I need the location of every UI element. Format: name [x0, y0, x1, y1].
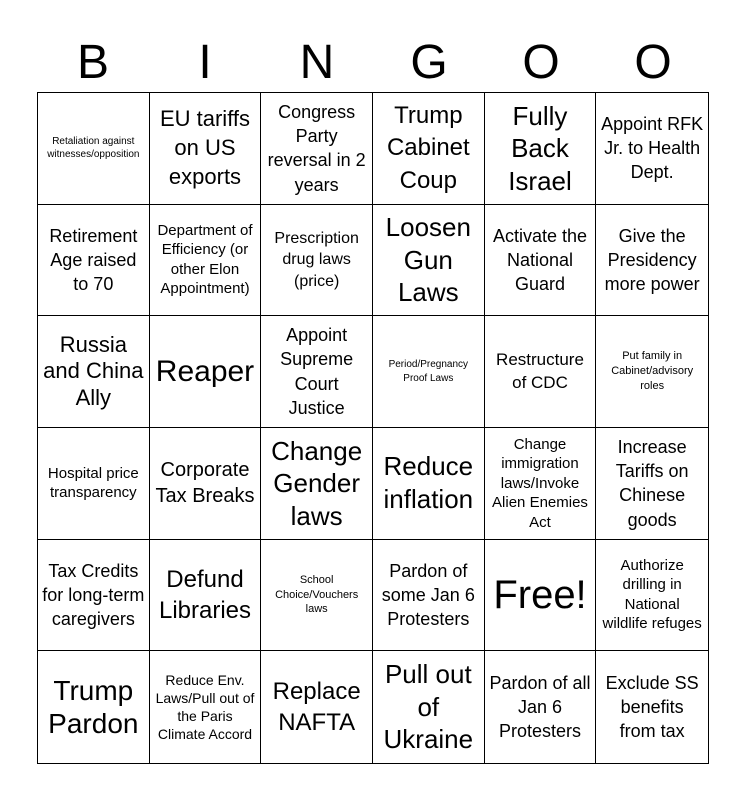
- cell-label: Pull out of Ukraine: [383, 659, 474, 755]
- header-letter-g: G: [410, 36, 448, 89]
- bingo-cell-r2c5[interactable]: [485, 205, 597, 317]
- bingo-cell-r3c6[interactable]: [596, 316, 708, 428]
- cell-label: Tax Credits for long-term caregivers: [42, 560, 145, 630]
- bingo-cell-r3c5[interactable]: [485, 316, 597, 428]
- bingo-cell-r5c3[interactable]: [261, 540, 373, 652]
- bingo-cell-r5c2[interactable]: [150, 540, 262, 652]
- cell-label: Reduce inflation: [383, 450, 474, 515]
- bingo-cell-r5c1[interactable]: [38, 540, 150, 652]
- bingo-cell-r1c6[interactable]: [596, 93, 708, 205]
- cell-label: Defund Libraries: [158, 565, 252, 624]
- bingo-cell-r4c3[interactable]: [261, 428, 373, 540]
- cell-label: Put family in Cabinet/advisory roles: [611, 350, 694, 393]
- cell-label: Loosen Gun Laws: [385, 212, 471, 308]
- bingo-cell-r5c4[interactable]: [373, 540, 485, 652]
- cell-label: School Choice/Vouchers laws: [275, 573, 359, 616]
- cell-label: Retaliation against witnesses/opposition: [47, 135, 140, 161]
- cell-label: Appoint Supreme Court Justice: [280, 325, 354, 418]
- bingo-board: [37, 92, 709, 764]
- cell-label: Appoint RFK Jr. to Health Dept.: [601, 113, 704, 183]
- bingo-cell-r4c6[interactable]: [596, 428, 708, 540]
- cell-label: Prescription drug laws (price): [274, 229, 359, 290]
- bingo-cell-r1c4[interactable]: [373, 93, 485, 205]
- cell-label: Period/Pregnancy Proof Laws: [388, 359, 469, 384]
- cell-label: Pardon of some Jan 6 Protesters: [381, 560, 475, 630]
- bingo-cell-r4c5[interactable]: [485, 428, 597, 540]
- cell-label: Department of Efficiency (or other Elon Appointment): [157, 221, 253, 298]
- bingo-cell-r4c2[interactable]: [150, 428, 262, 540]
- cell-label: Change Gender laws: [271, 435, 363, 531]
- bingo-cell-r6c1[interactable]: [38, 651, 150, 763]
- bingo-cell-r1c2[interactable]: [150, 93, 262, 205]
- cell-label: Retirement Age raised to 70: [49, 225, 138, 295]
- bingo-cell-r1c1[interactable]: [38, 93, 150, 205]
- header-letter-n: N: [299, 36, 335, 89]
- cell-label: Fully Back Israel: [508, 100, 572, 196]
- cell-label: Trump Cabinet Coup: [386, 101, 470, 194]
- bingo-header: [37, 34, 709, 92]
- header-letter-o-2: O: [634, 36, 672, 89]
- bingo-cell-r3c1[interactable]: [38, 316, 150, 428]
- bingo-cell-r3c2[interactable]: [150, 316, 262, 428]
- cell-label: Change immigration laws/Invoke Alien Enemies Act: [492, 435, 588, 531]
- cell-label: Corporate Tax Breaks: [155, 459, 255, 508]
- header-letter-b: B: [76, 36, 109, 89]
- cell-label: Pardon of all Jan 6 Protesters: [489, 672, 591, 742]
- cell-label: Restructure of CDC: [496, 349, 584, 392]
- cell-label: Replace NAFTA: [272, 677, 361, 737]
- cell-label: Congress Party reversal in 2 years: [267, 101, 366, 195]
- header-letter-o: O: [522, 36, 560, 89]
- bingo-cell-r1c3[interactable]: [261, 93, 373, 205]
- free-space[interactable]: [485, 540, 597, 652]
- cell-label: Russia and China Ally: [43, 332, 144, 410]
- cell-label: EU tariffs on US exports: [159, 106, 251, 189]
- cell-label: Activate the National Guard: [492, 225, 588, 295]
- bingo-cell-r2c6[interactable]: [596, 205, 708, 317]
- bingo-cell-r6c3[interactable]: [261, 651, 373, 763]
- bingo-cell-r5c6[interactable]: [596, 540, 708, 652]
- cell-label: Reaper: [155, 354, 255, 388]
- bingo-cell-r6c6[interactable]: [596, 651, 708, 763]
- cell-label: Hospital price transparency: [47, 464, 139, 502]
- cell-label: Free!: [493, 572, 587, 617]
- bingo-cell-r1c5[interactable]: [485, 93, 597, 205]
- header-letter-i: I: [198, 36, 212, 89]
- bingo-cell-r4c4[interactable]: [373, 428, 485, 540]
- bingo-cell-r6c5[interactable]: [485, 651, 597, 763]
- bingo-cell-r3c4[interactable]: [373, 316, 485, 428]
- cell-label: Authorize drilling in National wildlife refuges: [602, 556, 702, 633]
- bingo-cell-r2c2[interactable]: [150, 205, 262, 317]
- cell-label: Reduce Env. Laws/Pull out of the Paris Climate Accord: [155, 671, 255, 743]
- bingo-cell-r2c4[interactable]: [373, 205, 485, 317]
- cell-label: Trump Pardon: [48, 674, 139, 740]
- cell-label: Exclude SS benefits from tax: [605, 672, 699, 742]
- cell-label: Increase Tariffs on Chinese goods: [615, 436, 689, 530]
- bingo-cell-r3c3[interactable]: [261, 316, 373, 428]
- bingo-cell-r4c1[interactable]: [38, 428, 150, 540]
- bingo-cell-r2c3[interactable]: [261, 205, 373, 317]
- bingo-cell-r2c1[interactable]: [38, 205, 150, 317]
- bingo-cell-r6c4[interactable]: [373, 651, 485, 763]
- bingo-cell-r6c2[interactable]: [150, 651, 262, 763]
- cell-label: Give the Presidency more power: [604, 225, 700, 295]
